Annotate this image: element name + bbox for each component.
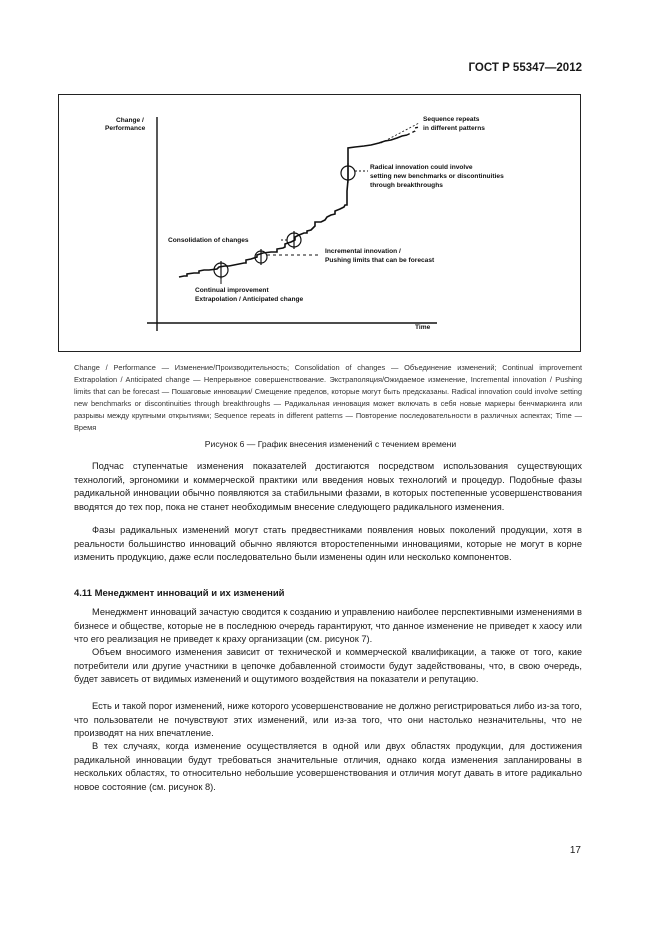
label-continual-line2: Extrapolation / Anticipated change	[195, 296, 304, 303]
label-radical-line1: Radical innovation could involve	[370, 164, 473, 171]
paragraph-5: Есть и такой порог изменений, ниже которого усовершенствование не должно регистрироваться либо из-за того, что пользователи не почувствуют этих изменений, или из-за того, что они настолько незначительны, что не производят на них впечатление.	[74, 701, 582, 738]
y-axis-label-line2: Performance	[105, 125, 146, 132]
label-sequence-line1: Sequence repeats	[423, 116, 480, 123]
x-axis-label: Time	[415, 324, 431, 331]
page-number: 17	[569, 845, 581, 856]
label-radical-line2: setting new benchmarks or discontinuities	[370, 173, 504, 180]
performance-curve	[179, 135, 407, 277]
figure-caption: Рисунок 6 — График внесения изменений с течением времени	[204, 439, 457, 449]
section-heading: 4.11 Менеджмент инноваций и их изменений	[74, 588, 285, 599]
marker-radical	[341, 163, 355, 183]
label-incremental-line1: Incremental innovation /	[325, 248, 401, 255]
paragraph-3: Менеджмент инноваций зачастую сводится к созданию и управлению наиболее перспективными изменениями в бизнесе и обществе, которые не в последнюю очередь гарантируют, что данное изменение не приведет к хаосу или что его реализация не приведет к краху организации (см. рисунок 7).	[74, 607, 582, 644]
label-continual-line1: Continual improvement	[195, 287, 269, 294]
document-header: ГОСТ Р 55347—2012	[468, 62, 582, 74]
change-over-time-diagram	[59, 95, 582, 353]
paragraph-6: В тех случаях, когда изменение осуществляется в одной или двух областях продукции, для достижения радикальной инновации будут требоваться значительные отличия, однако когда изменения запланированы в нескольких областях, то относительно небольшие усовершенствования и отличия могут давать в итоге радикально новое состояние (см. рисунок 8).	[74, 741, 582, 792]
label-incremental-line2: Pushing limits that can be forecast	[325, 257, 435, 264]
marker-continual	[214, 261, 228, 279]
paragraph-4: Объем вносимого изменения зависит от технической и коммерческой квалификации, а также от того, какие потребители или другие участники в цепочке добавленной стоимости будут задействованы, что, в свою очередь, будет зависеть от видимых изменений и ощутимого воздействия на показатели и репутацию.	[74, 647, 582, 684]
dashed-continuation	[407, 127, 419, 135]
paragraph-1: Подчас ступенчатые изменения показателей достигаются посредством использования существующих технологий, эргономики и коммерческой практики или введения новых технологий и процедур. Подобные фазы радикальной инновации обычно появляются за стабильными фазами, в которых постепенные усовершенствования вводятся до тех пор, пока не станет необходимым внесение следующего радикального изменения.	[74, 461, 582, 512]
label-sequence-line2: in different patterns	[423, 125, 485, 132]
paragraph-2: Фазы радикальных изменений могут стать предвестниками появления новых поколений продукции, хотя в реальности большинство инноваций обычно являются второстепенными инновациями, которые не могут в корне изменить продукцию, даже если последовательно были изменены один или несколько компонентов.	[74, 525, 582, 562]
label-radical-line3: through breakthroughs	[370, 182, 443, 189]
label-consolidation: Consolidation of changes	[168, 237, 249, 244]
figure-6-diagram	[58, 94, 581, 352]
figure-legend: Change / Performance — Изменение/Производительность; Consolidation of changes — Объединение изменений; Continual improvement Extrapolation / Anticipated change — Непрерывное совершенствование. Экстраполяция/Ожидаемое изменение, Incremental innovation / Pushing limits that can be forecast — Пошаговые инновации/ Смещение пределов, которые могут быть предсказаны. Radical innovation could involve setting new benchmarks or discontinuities through breakthroughs — Радикальная инновация может включать в себя новые маркеры бенчмаркинга или разрывы между крупными открытиями; Sequence repeats in different patterns — Повторение последовательности в различных аспектах; Time — Время	[74, 363, 582, 432]
y-axis-label-line1: Change /	[116, 117, 144, 124]
marker-consolidation	[287, 231, 301, 249]
